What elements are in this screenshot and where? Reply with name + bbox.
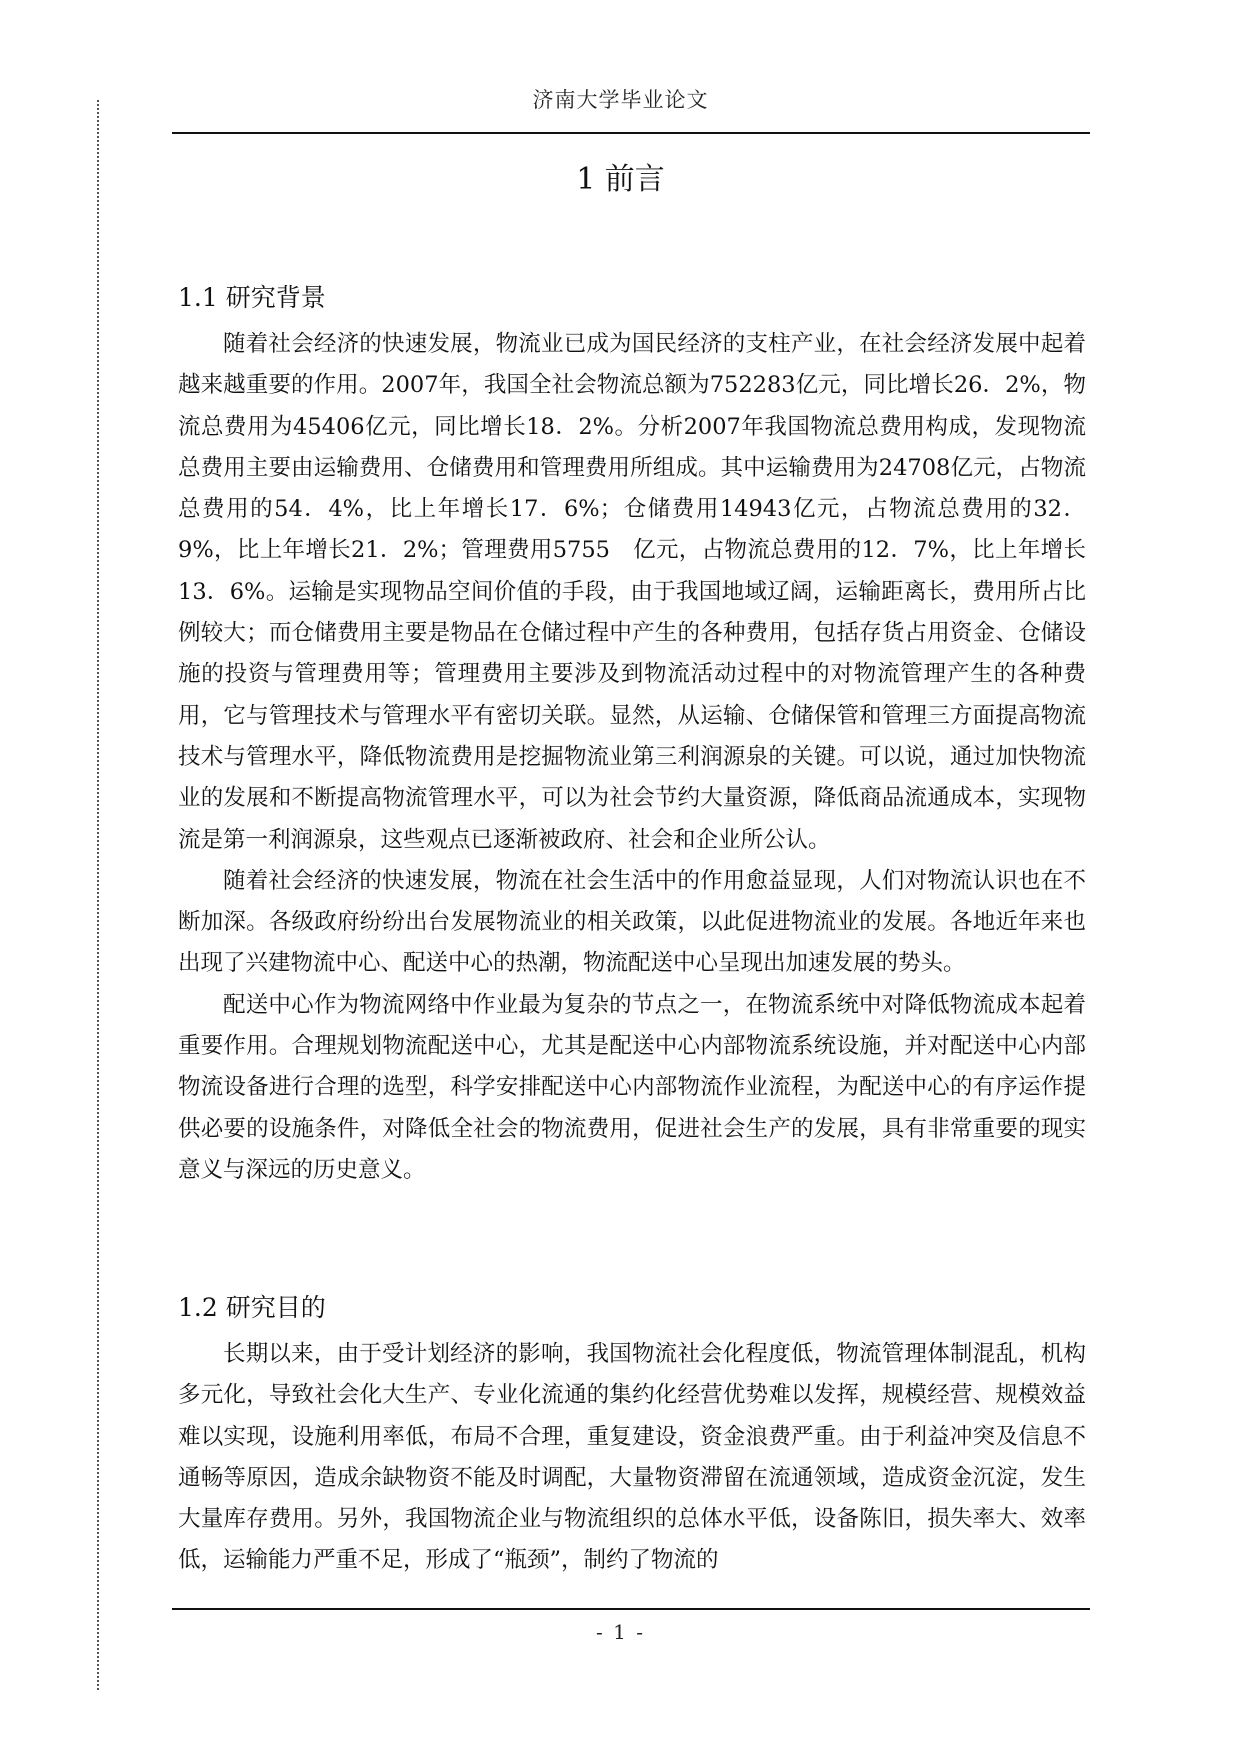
header-rule: [172, 132, 1090, 134]
section-1-2-body: [178, 1334, 1086, 1582]
section-heading-1-1: 1.1 研究背景: [178, 283, 326, 312]
page-number: - 1 -: [596, 1620, 645, 1644]
footer-rule: [172, 1608, 1090, 1610]
section-1-1-body: [178, 324, 1086, 1191]
paragraph: 随着社会经济的快速发展，物流在社会生活中的作用愈益显现，人们对物流认识也在不断加深。各级政府纷纷出台发展物流业的相关政策，以此促进物流业的发展。各地近年来也出现了兴建物流中心、配送中心的热潮，物流配送中心呈现出加速发展的势头。: [178, 867, 1086, 977]
running-header: 济南大学毕业论文: [532, 88, 709, 112]
chapter-title: 1 前言: [576, 162, 665, 197]
paragraph: 配送中心作为物流网络中作业最为复杂的节点之一，在物流系统中对降低物流成本起着重要作用。合理规划物流配送中心，尤其是配送中心内部物流系统设施，并对配送中心内部物流设备进行合理的选型，科学安排配送中心内部物流作业流程，为配送中心的有序运作提供必要的设施条件，对降低全社会的物流费用，促进社会生产的发展，具有非常重要的现实意义与深远的历史意义。: [178, 991, 1086, 1183]
section-heading-1-2: 1.2 研究目的: [178, 1293, 326, 1322]
paragraph: 长期以来，由于受计划经济的影响，我国物流社会化程度低，物流管理体制混乱，机构多元化，导致社会化大生产、专业化流通的集约化经营优势难以发挥，规模经营、规模效益难以实现，设施利用率低，布局不合理，重复建设，资金浪费严重。由于利益冲突及信息不通畅等原因，造成余缺物资不能及时调配，大量物资滞留在流通领域，造成资金沉淀，发生大量库存费用。另外，我国物流企业与物流组织的总体水平低，设备陈旧，损失率大、效率低，运输能力严重不足，形成了“瓶颈”，制约了物流的: [178, 1341, 1086, 1574]
paragraph: 随着社会经济的快速发展，物流业已成为国民经济的支柱产业，在社会经济发展中起着越来越重要的作用。2007年，我国全社会物流总额为752283亿元，同比增长26．2%，物流总费用为45406亿元，同比增长18．2%。分析2007年我国物流总费用构成，发现物流总费用主要由运输费用、仓储费用和管理费用所组成。其中运输费用为24708亿元，占物流总费用的54．4%，比上年增长17．6%；仓储费用14943亿元，占物流总费用的32．9%，比上年增长21．2%；管理费用5755 亿元，占物流总费用的12．7%，比上年增长13．6%。运输是实现物品空间价值的手段，由于我国地域辽阔，运输距离长，费用所占比例较大；而仓储费用主要是物品在仓储过程中产生的各种费用，包括存货占用资金、仓储设施的投资与管理费用等；管理费用主要涉及到物流活动过程中的对物流管理产生的各种费用，它与管理技术与管理水平有密切关联。显然，从运输、仓储保管和管理三方面提高物流技术与管理水平，降低物流费用是挖掘物流业第三利润源泉的关键。可以说，通过加快物流业的发展和不断提高物流管理水平，可以为社会节约大量资源，降低商品流通成本，实现物流是第一利润源泉，这些观点已逐渐被政府、社会和企业所公认。: [178, 331, 1086, 853]
binding-margin-line: [97, 100, 99, 1690]
